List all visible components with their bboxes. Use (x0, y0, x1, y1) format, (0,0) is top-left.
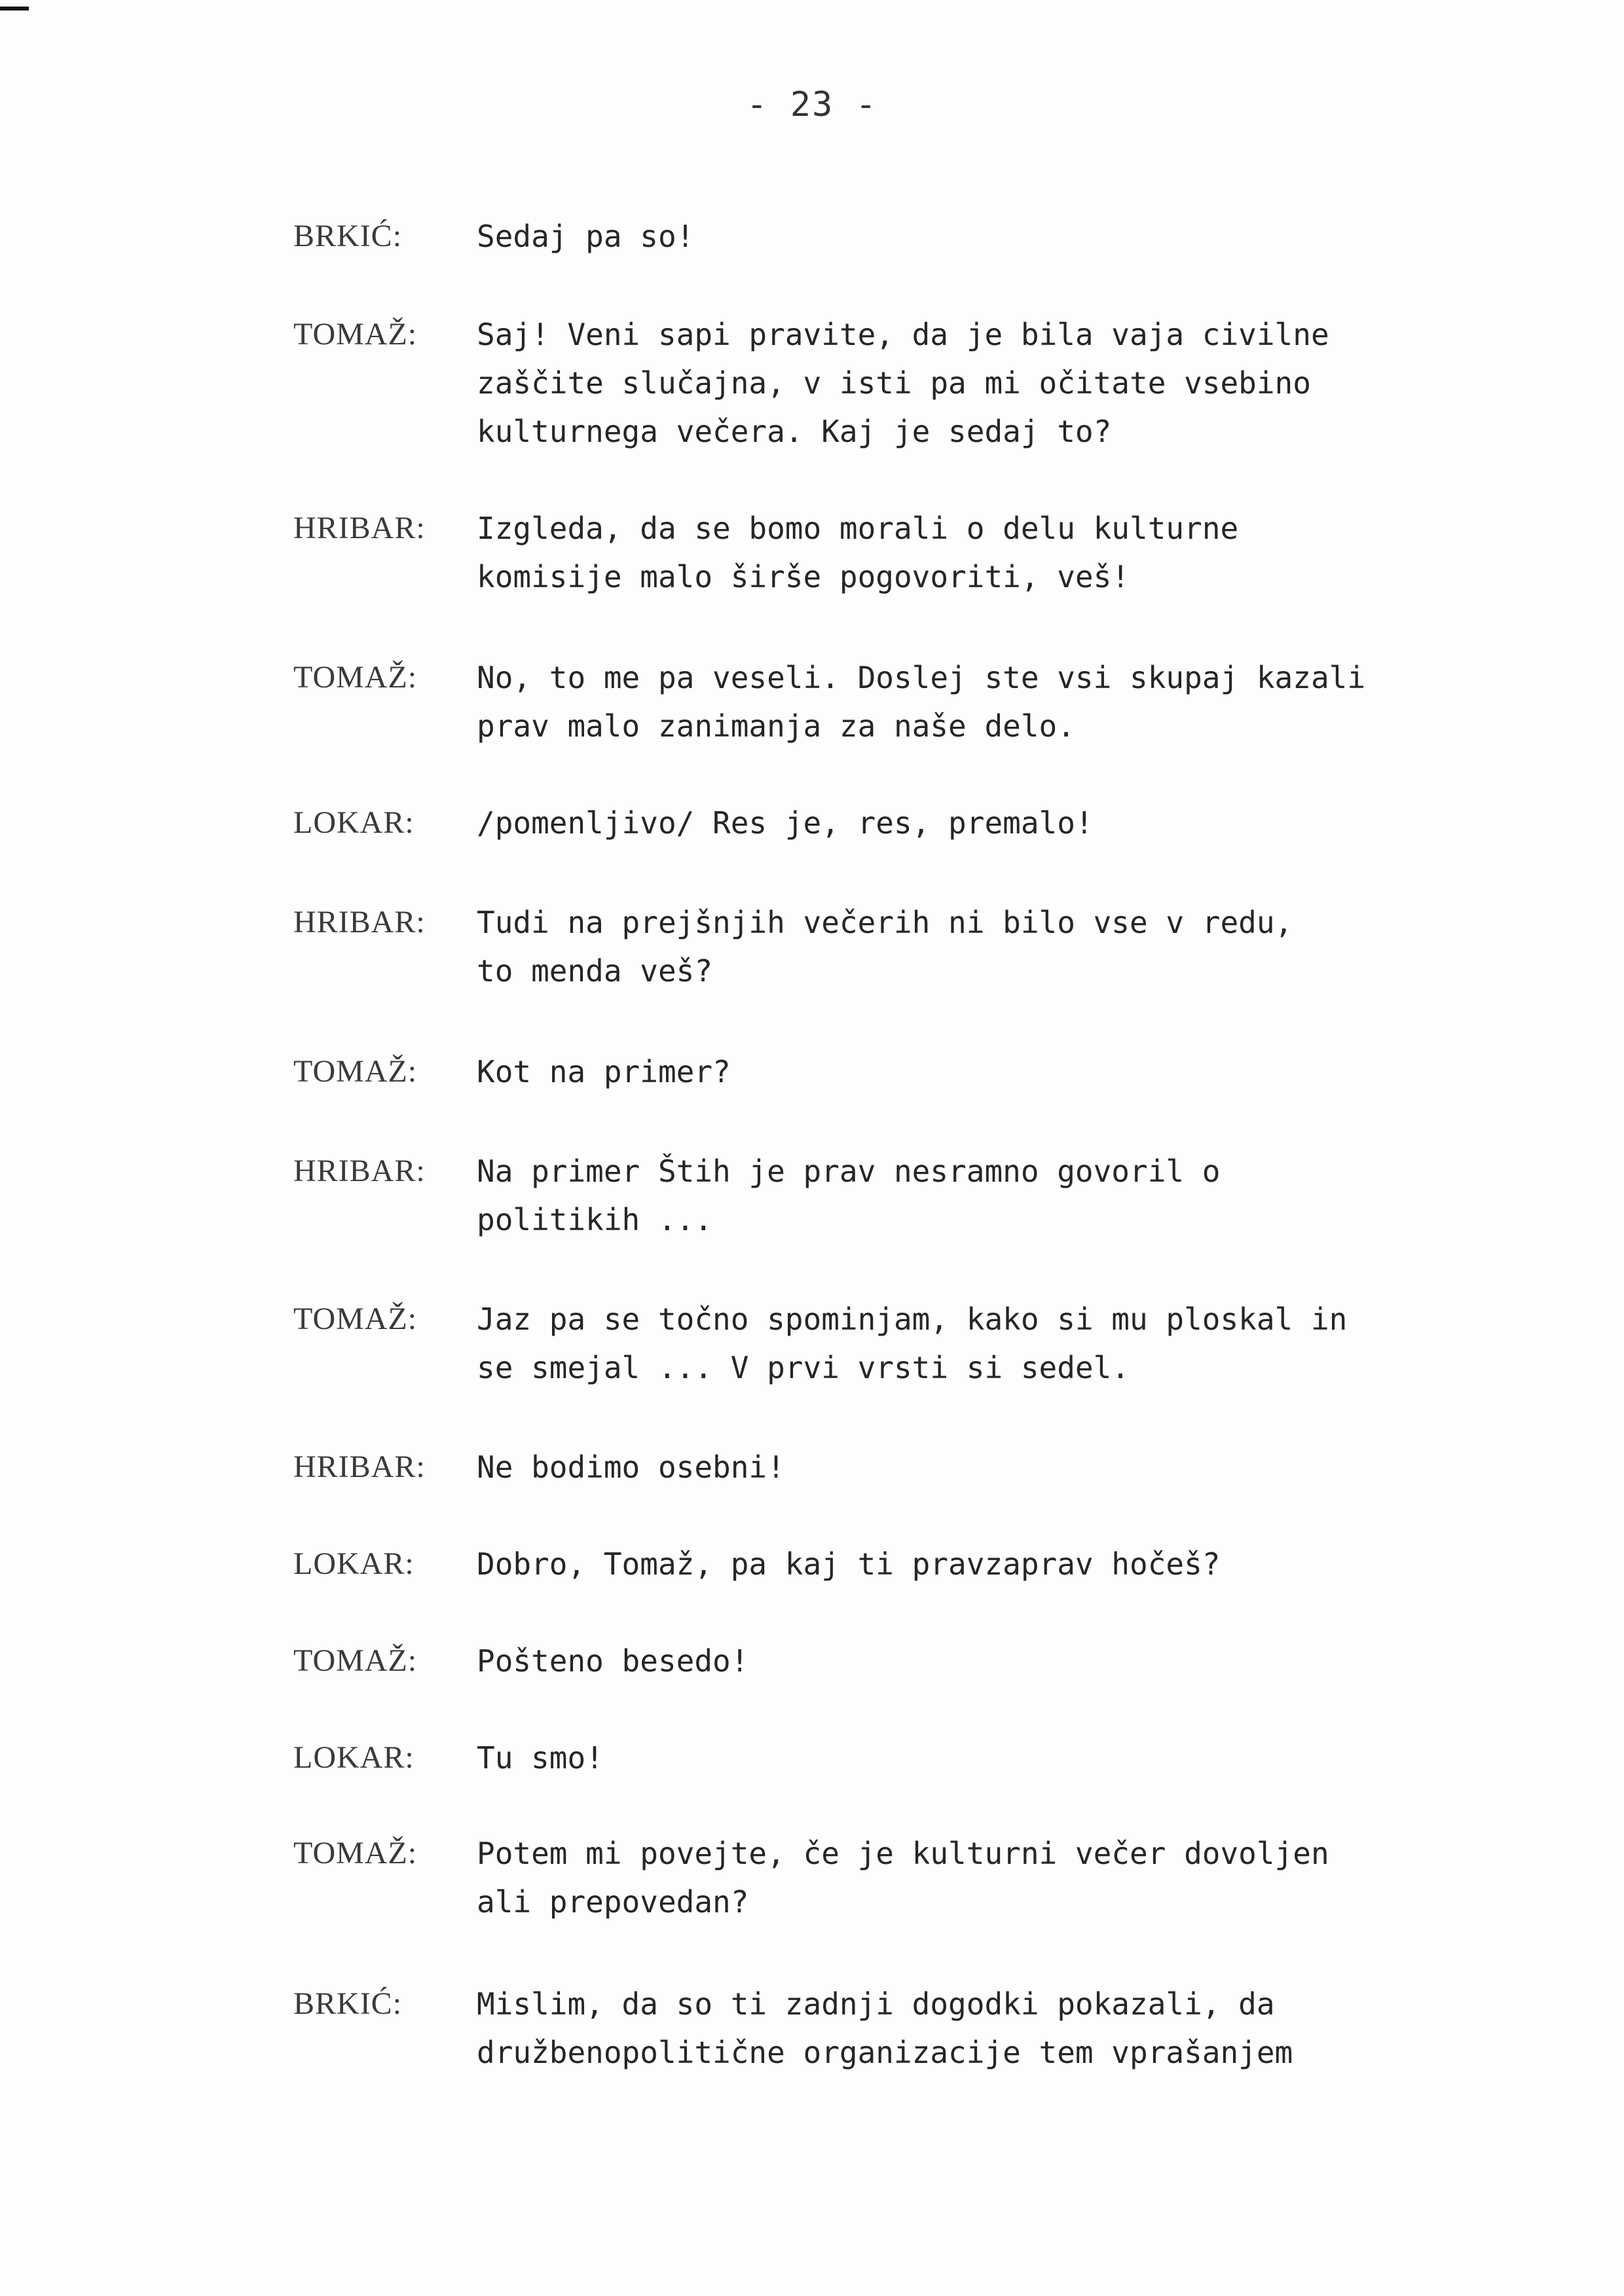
speech-line: Tudi na prejšnjih večerih ni bilo vse v redu, (477, 905, 1293, 940)
speech-line: Potem mi povejte, če je kulturni večer dovoljen (477, 1836, 1329, 1871)
speaker-label: BRKIĆ: (293, 1986, 403, 2021)
speech-line: prav malo zanimanja za naše delo. (477, 708, 1075, 744)
speech-line: Tu smo! (477, 1740, 604, 1776)
speech-line: /pomenljivo/ Res je, res, premalo! (477, 805, 1094, 841)
speech-line: Jaz pa se točno spominjam, kako si mu ploskal in (477, 1302, 1348, 1337)
speaker-label: HRIBAR: (293, 511, 426, 545)
speech-line: družbenopolitične organizacije tem vprašanjem (477, 2035, 1293, 2070)
speaker-label: HRIBAR: (293, 1449, 426, 1484)
speaker-label: TOMAŽ: (293, 1643, 418, 1678)
speaker-label: TOMAŽ: (293, 660, 418, 695)
speech-line: kulturnega večera. Kaj je sedaj to? (477, 414, 1112, 449)
speaker-label: LOKAR: (293, 1546, 415, 1581)
speech-line: zaščite slučajna, v isti pa mi očitate vsebino (477, 365, 1311, 401)
speech-text (477, 1147, 1498, 1244)
speech-line: komisije malo širše pogovoriti, veš! (477, 559, 1130, 594)
speech-text (477, 212, 1498, 261)
speech-line: se smejal ... V prvi vrsti si sedel. (477, 1350, 1130, 1385)
speech-text (477, 1637, 1498, 1685)
speaker-label: LOKAR: (293, 805, 415, 840)
speech-line: No, to me pa veseli. Doslej ste vsi skupaj kazali (477, 660, 1366, 695)
speech-line: Mislim, da so ti zadnji dogodki pokazali, da (477, 1986, 1275, 2022)
speaker-label: HRIBAR: (293, 1154, 426, 1188)
speaker-label: TOMAŽ: (293, 317, 418, 352)
speech-text (477, 1443, 1498, 1491)
speech-text (477, 1048, 1498, 1096)
speech-text (477, 310, 1498, 456)
speech-text (477, 1829, 1498, 1926)
speech-line: politikih ... (477, 1202, 713, 1237)
speech-text (477, 1734, 1498, 1782)
speech-line: Pošteno besedo! (477, 1643, 749, 1679)
speech-line: Na primer Štih je prav nesramno govoril o (477, 1154, 1221, 1189)
speech-line: ali prepovedan? (477, 1884, 749, 1920)
page-number: - 23 - (747, 85, 877, 124)
speech-text (477, 799, 1498, 847)
speech-line: Dobro, Tomaž, pa kaj ti pravzaprav hočeš? (477, 1546, 1221, 1582)
speech-line: Izgleda, da se bomo morali o delu kulturne (477, 511, 1239, 546)
speaker-label: LOKAR: (293, 1740, 415, 1775)
speech-text (477, 504, 1498, 601)
speaker-label: HRIBAR: (293, 905, 426, 939)
speaker-label: BRKIĆ: (293, 219, 403, 253)
speech-line: Kot na primer? (477, 1054, 731, 1089)
speaker-label: TOMAŽ: (293, 1302, 418, 1336)
speech-line: Saj! Veni sapi pravite, da je bila vaja civilne (477, 317, 1329, 352)
speech-line: Sedaj pa so! (477, 219, 695, 254)
speech-line: Ne bodimo osebni! (477, 1449, 785, 1485)
speech-text (477, 653, 1498, 750)
speaker-label: TOMAŽ: (293, 1054, 418, 1089)
speech-text (477, 1295, 1498, 1392)
speech-line: to menda veš? (477, 953, 713, 989)
speech-text (477, 1540, 1498, 1588)
speech-text (477, 898, 1498, 995)
speaker-label: TOMAŽ: (293, 1836, 418, 1870)
speech-text (477, 1980, 1498, 2077)
